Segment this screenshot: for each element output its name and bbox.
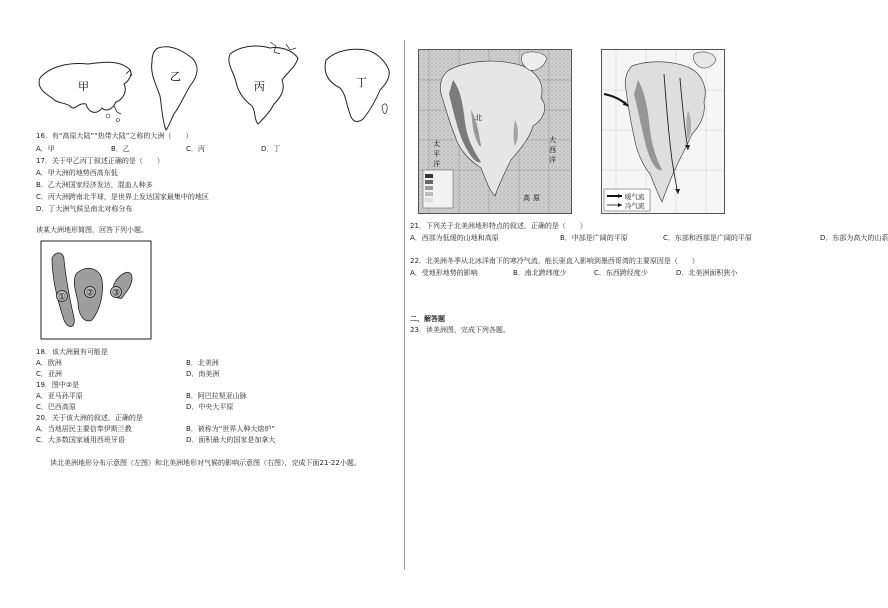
question-17-option-c[interactable]: C．丙大洲跨南北半球，是世界上发达国家最集中的地区 [36,193,209,201]
terrain-map-label-gao: 高 [523,194,530,202]
continent-map-jia [39,62,132,121]
question-19-option-d[interactable]: D．中央大平原 [186,403,234,411]
terrain-map-label-tai: 太 [433,140,440,148]
question-19-stem: 19．图中②是 [36,381,80,389]
question-20-option-d[interactable]: D．面积最大的国家是加拿大 [186,436,276,444]
question-20-option-a[interactable]: A．当地居民主要信奉伊斯兰教 [36,425,132,433]
question-16-option-d[interactable]: D．丁 [261,145,281,153]
question-21-option-d[interactable]: D．东部为高大的山系 [820,234,888,242]
region-label-2: ② [85,288,95,299]
question-20-option-b[interactable]: B．被称为“世界人种大熔炉” [186,425,276,433]
north-america-airflow-map [601,49,725,214]
terrain-map-label-ping: 平 [433,150,440,158]
question-18-stem: 18．该大洲最有可能是 [36,348,108,356]
continent-map-bing [229,42,298,124]
continent-terrain-sketch [40,240,152,340]
terrain-map-label-yang-east: 洋 [549,156,556,164]
question-18-option-c[interactable]: C．亚洲 [36,370,62,378]
section-title-answer-questions: 二、解答题 [410,315,445,323]
question-21-option-b[interactable]: B．中部是广阔的平原 [560,234,628,242]
question-19-option-b[interactable]: B．阿巴拉契亚山脉 [186,392,247,400]
map-intro-text: 读某大洲地形简图，回答下列小题。 [36,226,148,234]
question-19-option-a[interactable]: A．亚马孙平原 [36,392,83,400]
continent-label-jia: 甲 [78,80,89,93]
region-label-3: ③ [111,288,121,299]
question-16-option-a[interactable]: A．甲 [36,145,55,153]
continent-map-yi [152,47,197,130]
question-22-stem: 22．北美洲冬季从北冰洋南下的寒冷气流，能长驱直入影响到墨西哥湾的主要原因是（ ） [410,257,699,265]
question-20-stem: 20．关于该大洲的叙述，正确的是 [36,414,143,422]
terrain-map-label-da: 大 [549,136,556,144]
terrain-map-label-yuan: 原 [533,194,540,202]
question-22-option-b[interactable]: B．南北跨纬度少 [513,269,567,277]
airflow-legend-warm: 暖气流 [625,193,645,201]
continent-label-ding: 丁 [356,76,367,89]
question-20-option-c[interactable]: C．大多数国家通用西班牙语 [36,436,125,444]
question-21-option-a[interactable]: A．西部为低缓的山地和高原 [410,234,499,242]
continent-label-yi: 乙 [170,70,181,83]
continent-maps [30,40,410,132]
question-17-option-d[interactable]: D．丁大洲气候呈南北对称分布 [36,205,133,213]
continent-map-ding [325,49,389,121]
terrain-map-label-yang-west: 洋 [433,160,440,168]
question-19-option-c[interactable]: C．巴西高原 [36,403,76,411]
continent-label-bing: 丙 [254,80,265,93]
question-17-stem: 17．关于甲乙丙丁叙述正确的是（ ） [36,157,164,165]
intro-21-22-text: 读北美洲地形分布示意图（左图）和北美洲地形对气候的影响示意图（右图），完成下面21-22小题。 [50,459,361,467]
question-16-option-b[interactable]: B．乙 [111,145,130,153]
question-21-stem: 21．下列关于北美洲地形特点的叙述，正确的是（ ） [410,222,587,230]
question-16-stem: 16．有“高原大陆”“热带大陆”之称的大洲（ ） [36,132,193,140]
question-18-option-d[interactable]: D．南美洲 [186,370,220,378]
question-22-option-a[interactable]: A．受地形地势的影响 [410,269,478,277]
terrain-map-label-north: 北 [475,114,482,122]
terrain-map-label-xi: 西 [549,146,556,154]
north-america-terrain-map [418,49,572,214]
question-17-option-a[interactable]: A．甲大洲的地势西高东低 [36,169,118,177]
question-18-option-a[interactable]: A．欧洲 [36,359,62,367]
airflow-legend-cold: 冷气流 [625,202,645,210]
question-17-option-b[interactable]: B．乙大洲国家经济发达，混血人种多 [36,181,153,189]
region-label-1: ① [57,292,67,303]
question-22-option-c[interactable]: C．东西跨经度少 [594,269,648,277]
question-22-option-d[interactable]: D．北美洲面积狭小 [676,269,738,277]
question-23-stem: 23．读美洲图，完成下列各题。 [410,326,510,334]
question-18-option-b[interactable]: B．北美洲 [186,359,219,367]
question-21-option-c[interactable]: C．东部和西部是广阔的平原 [663,234,752,242]
question-16-option-c[interactable]: C．丙 [186,145,205,153]
